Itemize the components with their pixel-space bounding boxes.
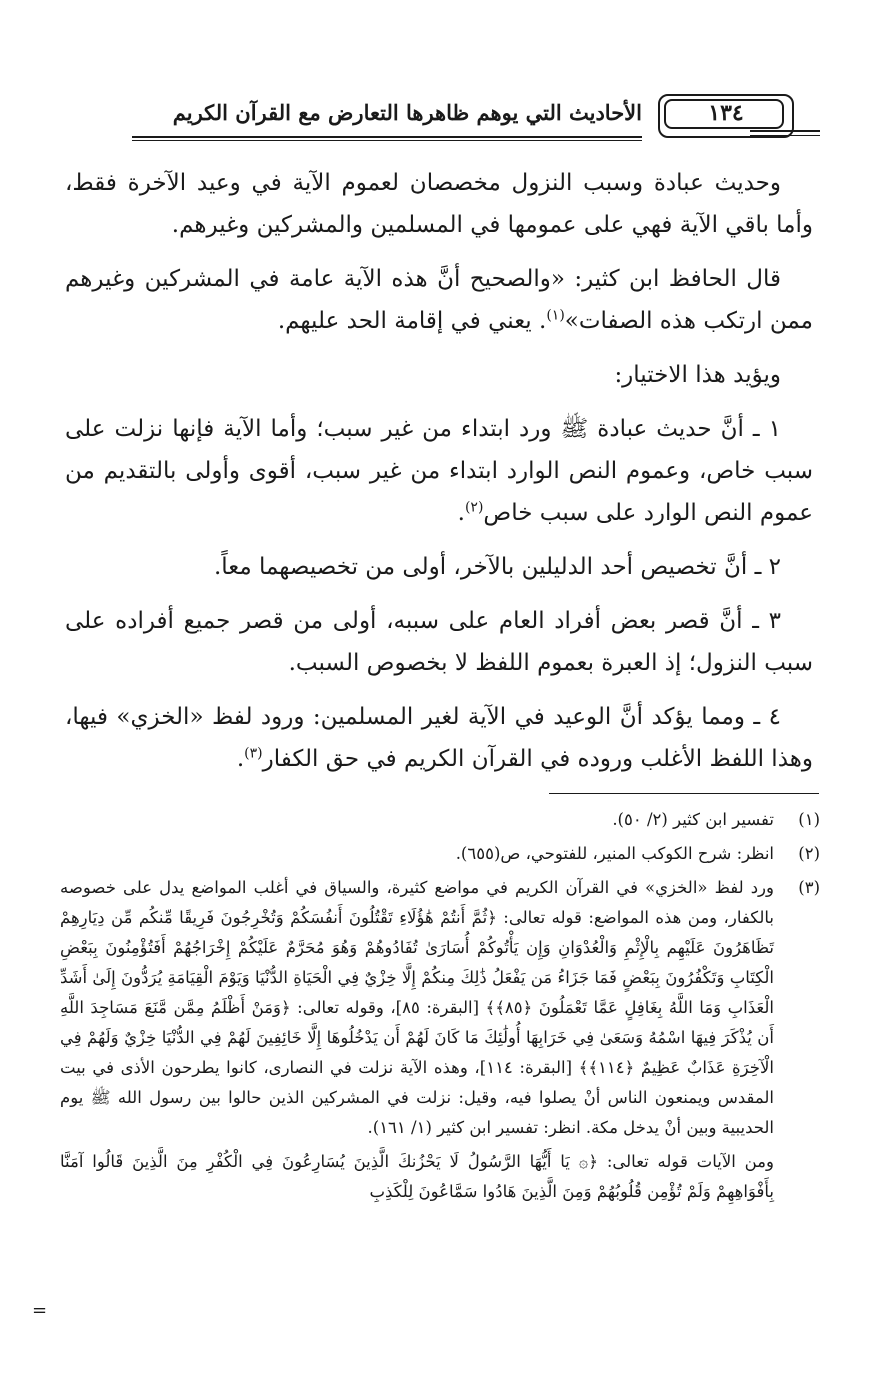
- footnote-ref[interactable]: (٢): [464, 499, 484, 516]
- footnote-text: ورد لفظ «الخزي» في القرآن الكريم في مواضع كثيرة، والسياق في أغلب المواضع يدل على خصوصه بالكفار، ومن هذه المواضع: قوله تعالى: ﴿ثُمَّ أَنتُمْ هَٰؤُلَاءِ تَقْتُلُونَ أَنفُسَكُمْ وَتُخْرِجُونَ فَرِيقًا مِّنكُم مِّن دِيَارِهِمْ تَظَاهَرُونَ عَلَيْهِم بِالْإِثْمِ وَالْعُدْوَانِ وَإِن يَأْتُوكُمْ أُسَارَىٰ تُفَادُوهُمْ وَهُوَ مُحَرَّمٌ عَلَيْكُمْ إِخْرَاجُهُمْ أَفَتُؤْمِنُونَ بِبَعْضِ الْكِتَابِ وَتَكْفُرُونَ بِبَعْضٍ فَمَا جَزَاءُ مَن يَفْعَلُ ذَٰلِكَ مِنكُمْ إِلَّا خِزْيٌ فِي الْحَيَاةِ الدُّنْيَا وَيَوْمَ الْقِيَامَةِ يُرَدُّونَ إِلَىٰ أَشَدِّ الْعَذَابِ وَمَا اللَّهُ بِغَافِلٍ عَمَّا تَعْمَلُونَ ﴿٨٥﴾﴾ [البقرة: ٨٥]، وقوله تعالى: ﴿وَمَنْ أَظْلَمُ مِمَّن مَّنَعَ مَسَاجِدَ اللَّهِ أَن يُذْكَرَ فِيهَا اسْمُهُ وَسَعَىٰ فِي خَرَابِهَا أُولَٰئِكَ مَا كَانَ لَهُمْ أَن يَدْخُلُوهَا إِلَّا خَائِفِينَ لَهُمْ فِي الدُّنْيَا خِزْيٌ وَلَهُمْ فِي الْآخِرَةِ عَذَابٌ عَظِيمٌ ﴿١١٤﴾﴾ [البقرة: ١١٤]، وهذه الآية نزلت في النصارى، كانوا يطرحون الأذى في بيت المقدس ويمنعون الناس أنْ يصلوا فيه، وقيل: نزلت في المشركين الذين حالوا بين رسول الله ﷺ يوم الحديبية وبين أنْ يدخل مكة. انظر: تفسير ابن كثير (١/ ١٦١).: [60, 878, 774, 1137]
- list-item: ٤ ـ ومما يؤكد أنَّ الوعيد في الآية لغير المسلمين: ورود لفظ «الخزي» فيها، وهذا اللفظ الأغلب وروده في القرآن الكريم في حق الكفار$^{(٣)}$.: [65, 704, 813, 772]
- footnote-separator: [549, 793, 819, 794]
- paragraph: ويؤيد هذا الاختيار:: [614, 362, 781, 388]
- footnote-text: تفسير ابن كثير (٢/ ٥٠).: [612, 810, 774, 829]
- page-header: [60, 92, 820, 148]
- footnotes: [60, 805, 820, 1211]
- page-number: ١٣٤: [708, 100, 744, 126]
- running-title: الأحاديث التي يوهم ظاهرها التعارض مع القرآن الكريم: [172, 100, 642, 125]
- footnote-number: (٢): [798, 844, 820, 863]
- list-item: ١ ـ أنَّ حديث عبادة ﷺ ورد ابتداء من غير سبب؛ وأما الآية فإنها نزلت على سبب خاص، وعموم النص الوارد ابتداء من غير سبب، أقوى وأولى بالتقديم من عموم النص الوارد على سبب خاص$^{(٢)}$.: [65, 416, 813, 526]
- paragraph: قال الحافظ ابن كثير: «والصحيح أنَّ هذه الآية عامة في المشركين وغيرهم ممن ارتكب هذه الصفات»$^{(١)}$. يعني في إقامة الحد عليهم.: [65, 266, 813, 334]
- header-rule: [132, 136, 642, 138]
- footnote: [60, 873, 820, 1143]
- list-item: ٣ ـ أنَّ قصر بعض أفراد العام على سببه، أولى من قصر جميع أفراده على سبب النزول؛ إذ العبرة بعموم اللفظ لا بخصوص السبب.: [65, 608, 813, 676]
- footnote-ref[interactable]: (٣): [244, 745, 263, 762]
- footnote-number: (٣): [798, 878, 820, 897]
- footnote-text: ومن الآيات قوله تعالى: ﴿۞ يَا أَيُّهَا الرَّسُولُ لَا يَحْزُنكَ الَّذِينَ يُسَارِعُونَ فِي الْكُفْرِ مِنَ الَّذِينَ قَالُوا آمَنَّا بِأَفْوَاهِهِمْ وَلَمْ تُؤْمِن قُلُوبُهُمْ وَمِنَ الَّذِينَ هَادُوا سَمَّاعُونَ لِلْكَذِبِ: [60, 1152, 774, 1201]
- header-rule-thin: [132, 140, 642, 141]
- list-item: ٢ ـ أنَّ تخصيص أحد الدليلين بالآخر، أولى من تخصيصهما معاً.: [213, 554, 781, 580]
- footnote-number: (١): [798, 810, 820, 829]
- footnote-continuation: [60, 1147, 820, 1207]
- continuation-mark: =: [32, 1300, 48, 1321]
- main-text: [65, 162, 813, 792]
- paragraph: وحديث عبادة وسبب النزول مخصصان لعموم الآية في وعيد الآخرة فقط، وأما باقي الآية فهي على عمومها في المسلمين والمشركين وغيرهم.: [65, 170, 813, 238]
- footnote: [60, 805, 820, 835]
- footnote-ref[interactable]: (١): [546, 307, 565, 324]
- footnote: [60, 839, 820, 869]
- footnote-text: انظر: شرح الكوكب المنير، للفتوحي، ص(٦٥٥).: [455, 844, 774, 863]
- page-number-frame: [658, 94, 794, 138]
